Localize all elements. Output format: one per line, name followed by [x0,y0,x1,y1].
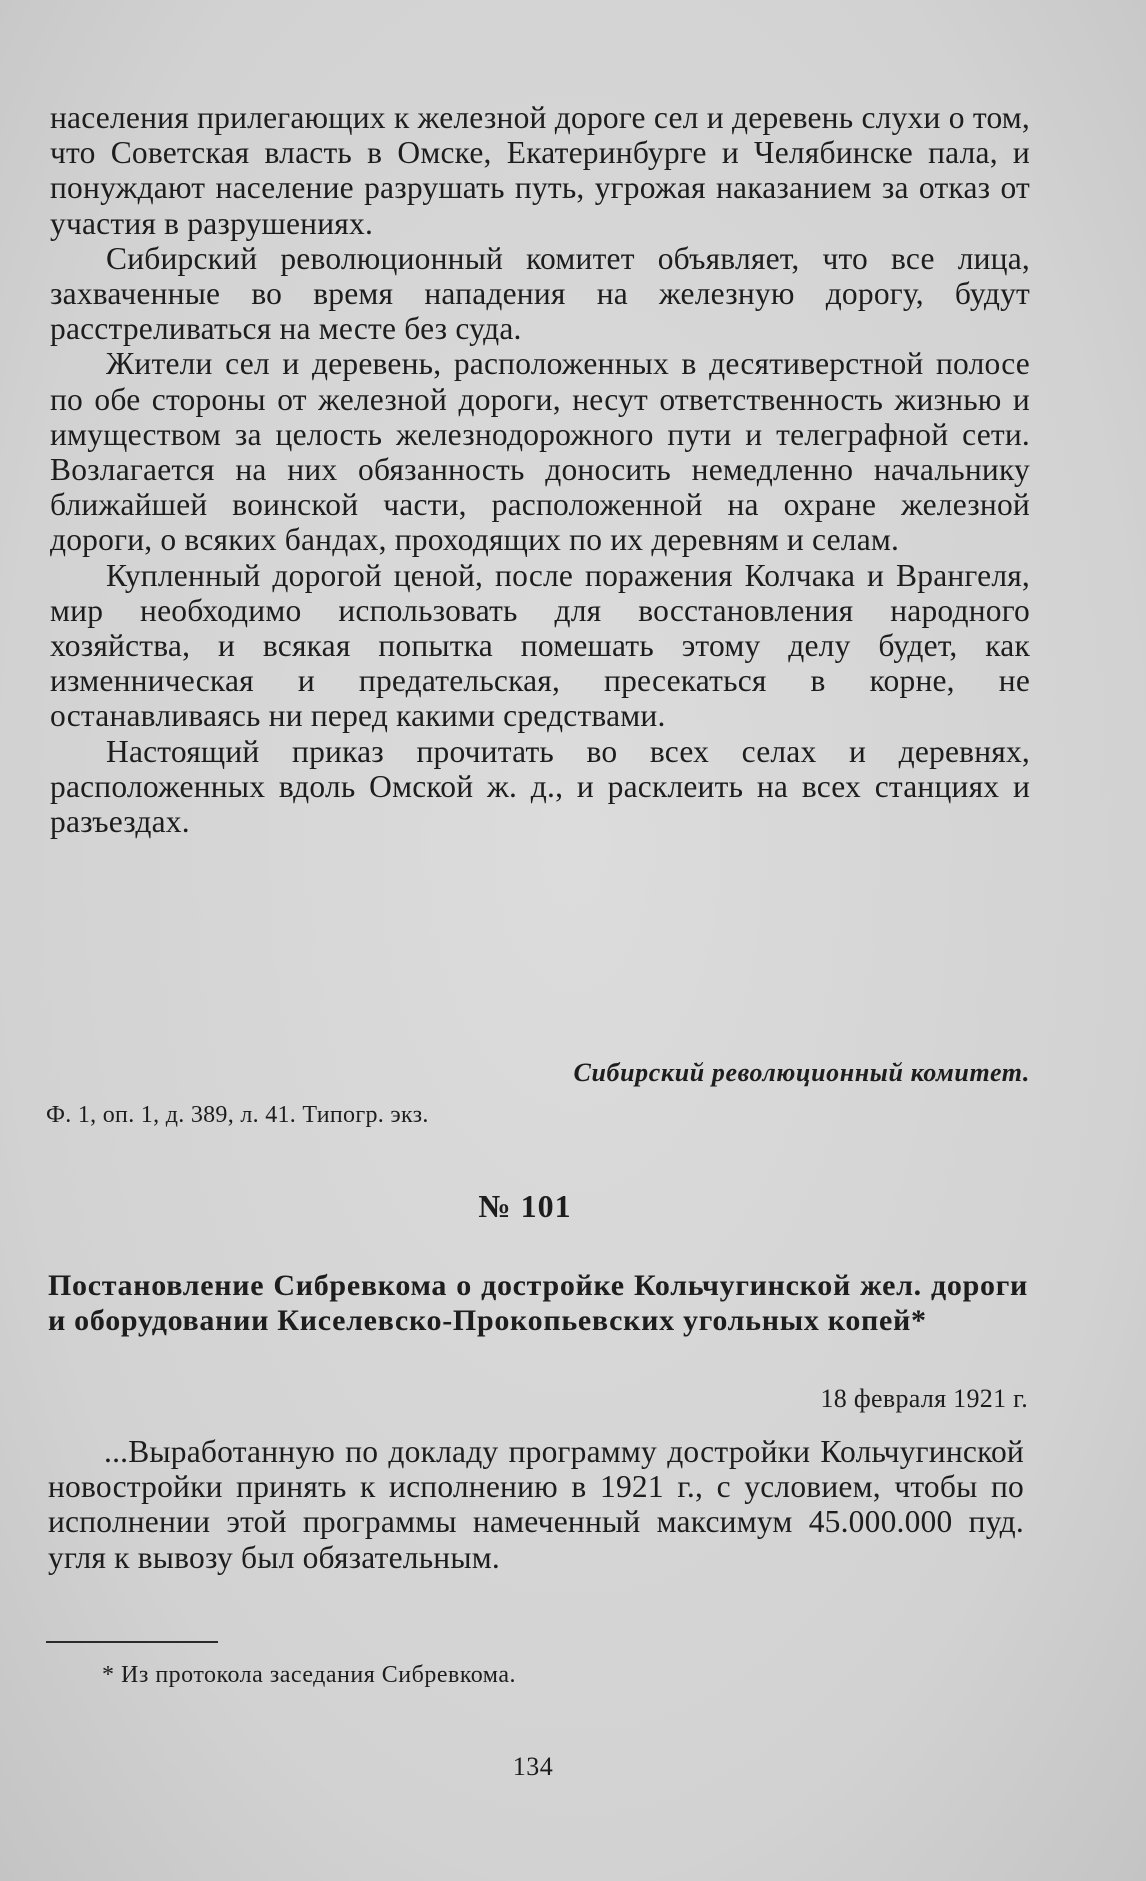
footnote: * Из протокола заседания Сибревкома. [102,1662,516,1688]
page-number: 134 [512,1752,554,1781]
archive-reference: Ф. 1, оп. 1, д. 389, л. 41. Типогр. экз. [46,1102,429,1128]
body-paragraph: Настоящий приказ прочитать во всех селах и деревнях, расположенных вдоль Омской ж. д., и расклеить на всех станциях и разъездах. [50,733,1030,840]
body-text [50,100,1030,839]
body-paragraph: Жители сел и деревень, расположенных в десятиверстной полосе по обе стороны от железной дороги, несут ответственность жизнью и имуществом за целость железнодорожного пути и телеграфной сети. Возлагается на них обязанность доносить немедленно начальнику ближайшей воинской части, расположенной на охране железной дороги, о всяких бандах, проходящих по их деревням и селам. [50,346,1030,558]
document-number: № 101 [478,1188,572,1224]
document-text: ...Выработанную по докладу программу достройки Кольчугинской новостройки принять к исполнению в 1921 г., с условием, чтобы по исполнении этой программы намеченный максимум 45.000.000 пуд. угля к вывозу был обязательным. [48,1434,1024,1575]
footnote-divider [46,1641,218,1643]
body-paragraph: Сибирский революционный комитет объявляет, что все лица, захваченные во время нападения на железную дорогу, будут расстреливаться на месте без суда. [50,240,1030,347]
document-date: 18 февраля 1921 г. [820,1384,1028,1413]
document-title: Постановление Сибревкома о достройке Кольчугинской жел. дороги и оборудовании Киселевско-Прокопьевских угольных копей* [48,1269,1028,1337]
signature: Сибирский революционный комитет. [573,1058,1030,1087]
body-paragraph: населения прилегающих к железной дороге сел и деревень слухи о том, что Советская власть в Омске, Екатеринбурге и Челябинске пала, и понуждают население разрушать путь, угрожая наказанием за отказ от участия в разрушениях. [50,100,1030,241]
body-paragraph: Купленный дорогой ценой, после поражения Колчака и Врангеля, мир необходимо использовать для восстановления народного хозяйства, и всякая попытка помешать этому делу будет, как изменническая и предательская, пресекаться в корне, не останавливаясь ни перед какими средствами. [50,557,1030,734]
